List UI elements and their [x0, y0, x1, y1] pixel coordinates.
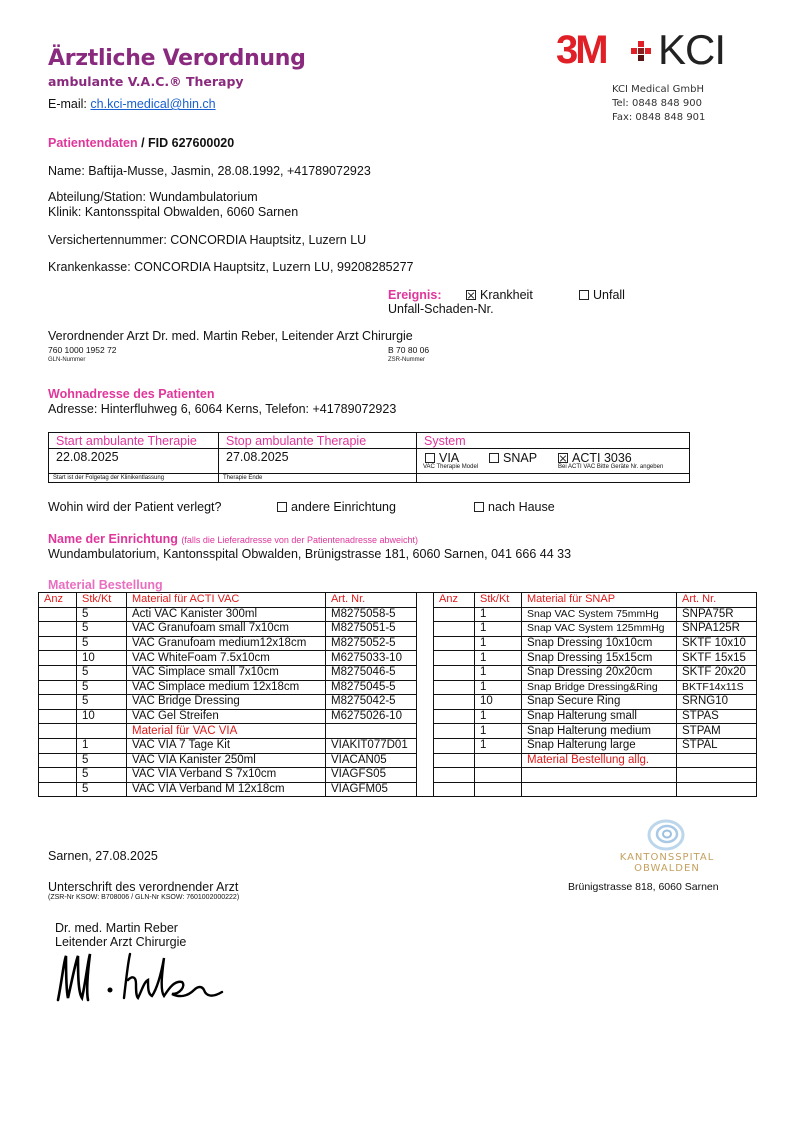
system-option-snap[interactable]: SNAP — [489, 451, 537, 465]
email-link[interactable]: ch.kci-medical@hin.ch — [90, 97, 216, 111]
stk-cell: 1 — [475, 665, 522, 680]
doctor-title: Leitender Arzt Chirurgie — [55, 935, 187, 949]
accident-number-label: Unfall-Schaden-Nr. — [388, 302, 494, 316]
facility-heading — [48, 532, 418, 546]
art-nr-cell: SNPA75R — [677, 607, 757, 622]
art-nr-cell: M8275042-5 — [326, 695, 417, 710]
material-cell: Material Bestellung allg. — [522, 753, 677, 768]
stk-cell: 5 — [77, 665, 127, 680]
table-row — [39, 680, 757, 695]
stk-cell: 1 — [475, 680, 522, 695]
art-nr-cell: M8275052-5 — [326, 636, 417, 651]
stk-cell: 5 — [77, 607, 127, 622]
col-header-art-nr: Art. Nr. — [677, 593, 757, 608]
system-options — [417, 449, 689, 473]
anz-cell[interactable] — [434, 665, 475, 680]
art-nr-cell: M6275033-10 — [326, 651, 417, 666]
anz-cell[interactable] — [434, 622, 475, 637]
art-nr-cell: SKTF 10x10 — [677, 636, 757, 651]
material-cell: Snap Dressing 20x20cm — [522, 665, 677, 680]
col-header-material-snap: Material für SNAP — [522, 593, 677, 608]
checkbox-checked-icon[interactable] — [466, 290, 476, 300]
checkbox-icon[interactable] — [474, 502, 484, 512]
stk-cell: 1 — [475, 651, 522, 666]
material-cell: Snap Halterung small — [522, 709, 677, 724]
stop-therapy-label: Stop ambulante Therapie — [219, 433, 417, 448]
facility-address: Wundambulatorium, Kantonsspital Obwalden, Brünigstrasse 181, 6060 Sarnen, 041 666 44 33 — [48, 547, 572, 561]
email-label: E-mail: — [48, 97, 87, 111]
table-row — [39, 738, 757, 753]
stk-cell — [475, 753, 522, 768]
patient-fid: / FID 627600020 — [137, 136, 235, 150]
anz-cell[interactable] — [39, 622, 77, 637]
document-subtitle: ambulante V.A.C.® Therapy — [48, 74, 244, 89]
material-cell: VAC Simplace small 7x10cm — [127, 665, 326, 680]
device-note: Bei ACTI VAC Bitte Geräte Nr. angeben — [558, 464, 664, 470]
table-row — [39, 768, 757, 783]
stk-cell: 1 — [77, 738, 127, 753]
anz-cell[interactable] — [434, 709, 475, 724]
anz-cell[interactable] — [39, 724, 77, 739]
art-nr-cell: M8275045-5 — [326, 680, 417, 695]
anz-cell[interactable] — [39, 636, 77, 651]
stk-cell — [77, 724, 127, 739]
art-nr-cell: M6275026-10 — [326, 709, 417, 724]
art-nr-cell: M8275051-5 — [326, 622, 417, 637]
material-cell: VAC Simplace medium 12x18cm — [127, 680, 326, 695]
table-row — [39, 636, 757, 651]
art-nr-cell: M8275058-5 — [326, 607, 417, 622]
system-label: System — [424, 434, 466, 448]
anz-cell[interactable] — [434, 636, 475, 651]
plus-cross-icon — [630, 40, 652, 62]
anz-cell[interactable] — [39, 695, 77, 710]
art-nr-cell: STPAL — [677, 738, 757, 753]
stk-cell: 1 — [475, 607, 522, 622]
stk-cell: 5 — [77, 753, 127, 768]
material-cell: Snap Dressing 15x15cm — [522, 651, 677, 666]
patient-station: Abteilung/Station: Wundambulatorium — [48, 190, 258, 204]
material-cell: VAC VIA Kanister 250ml — [127, 753, 326, 768]
insurance-number: Versichertennummer: CONCORDIA Hauptsitz, Luzern LU — [48, 233, 367, 247]
event-label: Ereignis: — [388, 288, 442, 302]
col-header-anz: Anz — [434, 593, 475, 608]
material-cell: Snap Secure Ring — [522, 695, 677, 710]
art-nr-cell: VIAGFS05 — [326, 768, 417, 783]
therapy-period-box — [48, 432, 690, 483]
material-cell: VAC Granufoam medium12x18cm — [127, 636, 326, 651]
signature-ids: (ZSR-Nr KSOW: B708006 / GLN-Nr KSOW: 7601002000222) — [48, 894, 240, 901]
anz-cell[interactable] — [434, 651, 475, 666]
gln-label: GLN-Nummer — [48, 357, 86, 363]
anz-cell[interactable] — [39, 651, 77, 666]
stk-cell: 5 — [77, 768, 127, 783]
art-nr-cell: BKTF14x11S — [677, 680, 757, 695]
material-cell: Snap Bridge Dressing&Ring — [522, 680, 677, 695]
table-row — [39, 782, 757, 797]
stk-cell: 1 — [475, 622, 522, 637]
material-cell: VAC VIA 7 Tage Kit — [127, 738, 326, 753]
col-header-art-nr: Art. Nr. — [326, 593, 417, 608]
stk-cell: 1 — [475, 738, 522, 753]
start-date[interactable]: 22.08.2025 — [49, 449, 219, 473]
stk-cell: 5 — [77, 695, 127, 710]
material-cell: Acti VAC Kanister 300ml — [127, 607, 326, 622]
document-title: Ärztliche Verordnung — [48, 46, 306, 71]
signature-label: Unterschrift des verordnender Arzt — [48, 880, 239, 894]
anz-cell[interactable] — [39, 709, 77, 724]
stk-cell — [475, 768, 522, 783]
company-contact — [612, 83, 706, 125]
place-date: Sarnen, 27.08.2025 — [48, 849, 158, 863]
anz-cell[interactable] — [434, 724, 475, 739]
hospital-spiral-logo — [646, 818, 686, 852]
transfer-option-home[interactable]: nach Hause — [474, 500, 555, 514]
stk-cell: 10 — [77, 651, 127, 666]
material-cell: Snap Dressing 10x10cm — [522, 636, 677, 651]
material-cell: Snap VAC System 75mmHg — [522, 607, 677, 622]
start-therapy-label: Start ambulante Therapie — [49, 433, 219, 448]
stk-cell: 10 — [475, 695, 522, 710]
material-cell — [522, 768, 677, 783]
stk-cell: 5 — [77, 636, 127, 651]
art-nr-cell — [677, 753, 757, 768]
anz-cell[interactable] — [39, 680, 77, 695]
material-cell: VAC WhiteFoam 7.5x10cm — [127, 651, 326, 666]
stk-cell — [475, 782, 522, 797]
col-header-anz: Anz — [39, 593, 77, 608]
anz-cell[interactable] — [434, 753, 475, 768]
col-header-material-acti: Material für ACTI VAC — [127, 593, 326, 608]
logo-3m: 3M — [556, 28, 606, 72]
anz-cell[interactable] — [39, 738, 77, 753]
system-option-via[interactable]: VIA — [425, 451, 459, 465]
table-row — [39, 665, 757, 680]
stk-cell: 1 — [475, 709, 522, 724]
health-insurance: Krankenkasse: CONCORDIA Hauptsitz, Luzern LU, 99208285277 — [48, 260, 414, 274]
stk-cell: 1 — [475, 636, 522, 651]
gln-number: 760 1000 1952 72 — [48, 345, 117, 355]
stop-note: Therapie Ende — [219, 474, 417, 482]
material-cell: VAC VIA Verband M 12x18cm — [127, 782, 326, 797]
art-nr-cell: STPAS — [677, 709, 757, 724]
material-cell — [522, 782, 677, 797]
stk-cell: 5 — [77, 680, 127, 695]
material-cell: Material für VAC VIA — [127, 724, 326, 739]
material-table-header — [39, 593, 757, 608]
anz-cell[interactable] — [434, 695, 475, 710]
patient-name: Name: Baftija-Musse, Jasmin, 28.08.1992, +41789072923 — [48, 164, 371, 178]
transfer-option-other-facility[interactable]: andere Einrichtung — [277, 500, 396, 514]
hospital-name: KANTONSSPITAL OBWALDEN — [619, 852, 715, 874]
table-row — [39, 695, 757, 710]
checkbox-icon[interactable] — [425, 453, 435, 463]
anz-cell[interactable] — [434, 680, 475, 695]
residence-section-label: Wohnadresse des Patienten — [48, 387, 215, 401]
stk-cell: 5 — [77, 622, 127, 637]
prescribing-doctor: Verordnender Arzt Dr. med. Martin Reber, Leitender Arzt Chirurgie — [48, 329, 413, 343]
anz-cell[interactable] — [434, 768, 475, 783]
anz-cell[interactable] — [39, 665, 77, 680]
patient-clinic: Klinik: Kantonsspital Obwalden, 6060 Sarnen — [48, 205, 299, 219]
table-row — [39, 724, 757, 739]
art-nr-cell: VIACAN05 — [326, 753, 417, 768]
art-nr-cell: SRNG10 — [677, 695, 757, 710]
facility-note: (falls die Lieferadresse von der Patientenadresse abweicht) — [181, 535, 419, 545]
art-nr-cell: M8275046-5 — [326, 665, 417, 680]
checkbox-icon[interactable] — [489, 453, 499, 463]
art-nr-cell: STPAM — [677, 724, 757, 739]
patient-section-heading — [48, 136, 234, 150]
checkbox-icon[interactable] — [277, 502, 287, 512]
anz-cell[interactable] — [39, 607, 77, 622]
event-option-illness[interactable]: Krankheit — [466, 288, 533, 302]
company-name: KCI Medical GmbH — [612, 84, 704, 95]
zsr-label: ZSR-Nummer — [388, 357, 425, 363]
material-section-label: Material Bestellung — [48, 578, 163, 592]
anz-cell[interactable] — [434, 782, 475, 797]
table-row — [39, 651, 757, 666]
email-line — [48, 97, 216, 111]
material-order-table — [38, 592, 757, 797]
table-row — [39, 622, 757, 637]
company-tel: Tel: 0848 848 900 — [612, 98, 702, 109]
anz-cell[interactable] — [39, 782, 77, 797]
material-cell: Snap Halterung medium — [522, 724, 677, 739]
anz-cell[interactable] — [434, 738, 475, 753]
stk-cell: 10 — [77, 709, 127, 724]
stk-cell: 1 — [475, 724, 522, 739]
art-nr-cell: SKTF 20x20 — [677, 665, 757, 680]
art-nr-cell — [677, 768, 757, 783]
model-note: VAC Therapie Model — [423, 464, 479, 470]
company-fax: Fax: 0848 848 901 — [612, 112, 706, 123]
start-note: Start ist der Folgetag der Klinikentlassung — [49, 474, 219, 482]
transfer-question: Wohin wird der Patient verlegt? — [48, 500, 222, 514]
anz-cell[interactable] — [434, 607, 475, 622]
facility-section-label: Name der Einrichtung — [48, 532, 178, 546]
art-nr-cell — [326, 724, 417, 739]
art-nr-cell: SNPA125R — [677, 622, 757, 637]
stk-cell: 5 — [77, 782, 127, 797]
residence-address: Adresse: Hinterfluhweg 6, 6064 Kerns, Telefon: +41789072923 — [48, 402, 397, 416]
material-cell: VAC Granufoam small 7x10cm — [127, 622, 326, 637]
system-option-acti[interactable]: ACTI 3036 — [558, 451, 632, 465]
doctor-name: Dr. med. Martin Reber — [55, 921, 178, 935]
stop-date[interactable]: 27.08.2025 — [219, 449, 417, 473]
anz-cell[interactable] — [39, 753, 77, 768]
patient-section-label: Patientendaten — [48, 136, 138, 150]
event-option-accident[interactable]: Unfall — [579, 288, 625, 302]
zsr-number: B 70 80 06 — [388, 345, 430, 355]
material-cell: VAC Gel Streifen — [127, 709, 326, 724]
col-header-stk: Stk/Kt — [475, 593, 522, 608]
doctor-signature — [52, 950, 232, 1005]
material-cell: VAC Bridge Dressing — [127, 695, 326, 710]
art-nr-cell: VIAGFM05 — [326, 782, 417, 797]
table-row — [39, 709, 757, 724]
table-row — [39, 607, 757, 622]
table-row — [39, 753, 757, 768]
hospital-address: Brünigstrasse 818, 6060 Sarnen — [568, 881, 719, 893]
material-cell: Snap VAC System 125mmHg — [522, 622, 677, 637]
checkbox-icon[interactable] — [579, 290, 589, 300]
art-nr-cell: SKTF 15x15 — [677, 651, 757, 666]
checkbox-checked-icon[interactable] — [558, 453, 568, 463]
col-header-stk: Stk/Kt — [77, 593, 127, 608]
anz-cell[interactable] — [39, 768, 77, 783]
logo-kci: KCI — [658, 26, 726, 73]
material-cell: VAC VIA Verband S 7x10cm — [127, 768, 326, 783]
material-cell: Snap Halterung large — [522, 738, 677, 753]
art-nr-cell: VIAKIT077D01 — [326, 738, 417, 753]
art-nr-cell — [677, 782, 757, 797]
